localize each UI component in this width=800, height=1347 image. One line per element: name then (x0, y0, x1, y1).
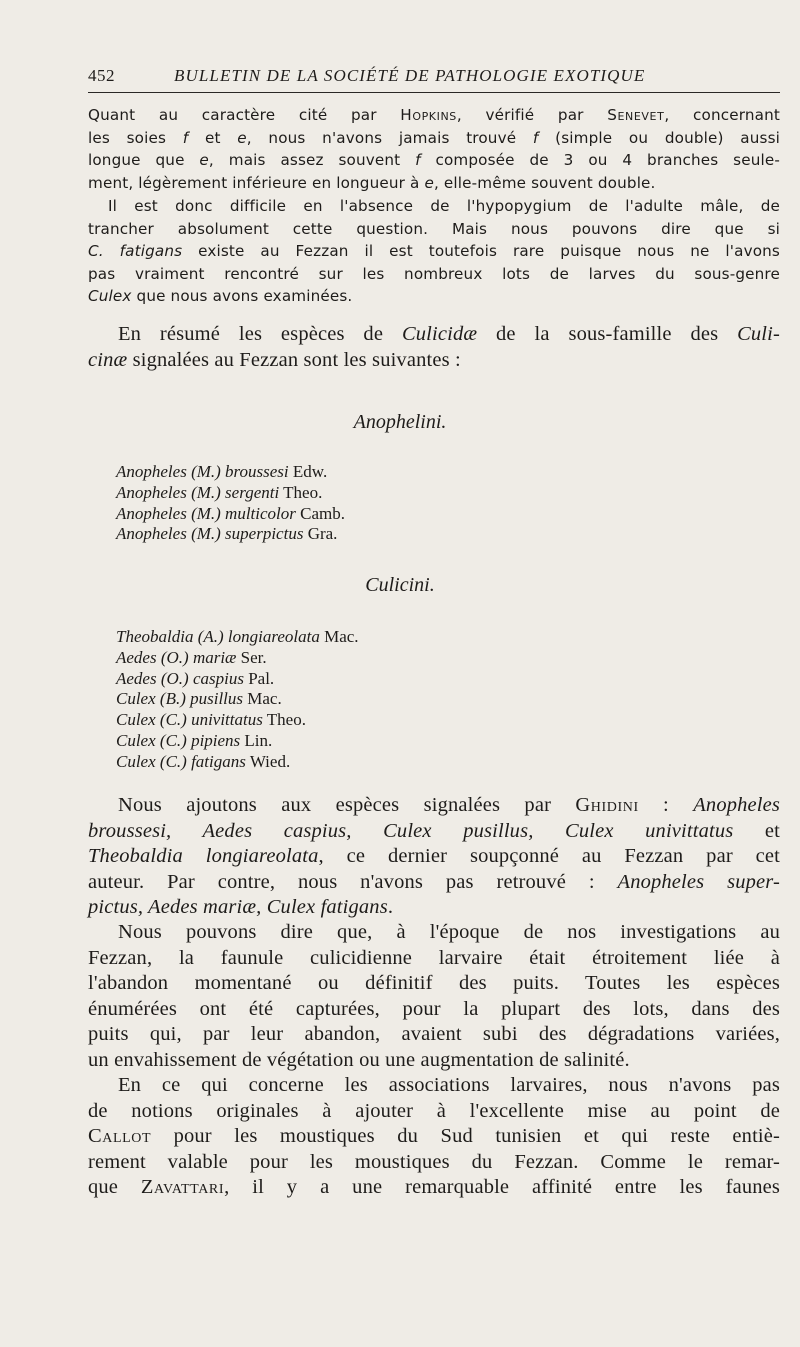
text-line: les soies f et e, nous n'avons jamais trouvé f (simple ou double) aussi (88, 128, 780, 147)
text-line: trancher absolument cette question. Mais nous pouvons dire que si (88, 219, 780, 238)
text-line: En ce qui concerne les associations larvaires, nous n'avons pas (118, 1074, 780, 1096)
text-line: l'abandon momentané ou définitif des puits. Toutes les espèces (88, 972, 780, 994)
page-header (88, 62, 780, 93)
text-line: broussesi, Aedes caspius, Culex pusillus, Culex univittatus et (88, 819, 780, 842)
page-number: 452 (88, 66, 115, 85)
section-heading-anophelini: Anophelini. (353, 411, 447, 433)
text-line: longue que e, mais assez souvent f composée de 3 ou 4 branches seule- (88, 151, 780, 170)
species-entry: Culex (C.) fatigans Wied. (116, 751, 291, 771)
species-entry: Aedes (O.) caspius Pal. (116, 668, 275, 688)
author-name: Senevet (607, 106, 665, 124)
author-name: Zavattari (140, 1176, 225, 1198)
author-name: Ghidini (575, 794, 639, 816)
text-line: Nous pouvons dire que, à l'époque de nos investigations au (118, 921, 780, 943)
author-name: Hopkins (400, 106, 457, 124)
text-line: de notions originales à ajouter à l'excellente mise au point de (88, 1099, 780, 1122)
text-line: ment, légèrement inférieure en longueur à e, elle-même souvent double. (88, 173, 656, 192)
running-title: BULLETIN DE LA SOCIÉTÉ DE PATHOLOGIE EXOTIQUE (174, 66, 646, 85)
species-entry: Aedes (O.) mariæ Ser. (116, 647, 267, 667)
species-entry: Culex (C.) univittatus Theo. (116, 710, 306, 730)
section-heading-culicini: Culicini. (365, 574, 435, 596)
text-line: cinæ signalées au Fezzan sont les suivantes : (88, 348, 461, 371)
text-line: que Zavattari, il y a une remarquable affinité entre les faunes (88, 1176, 781, 1198)
species-entry: Culex (C.) pipiens Lin. (116, 731, 273, 750)
species-entry: Anopheles (M.) multicolor Camb. (116, 503, 345, 523)
text-line: Il est donc difficile en l'absence de l'hypopygium de l'adulte mâle, de (108, 197, 780, 215)
text-line: En résumé les espèces de Culicidæ de la sous-famille des Culi- (118, 323, 780, 345)
text-line: auteur. Par contre, nous n'avons pas retrouvé : Anopheles super- (88, 870, 780, 893)
text-line: Quant au caractère cité par Hopkins, vérifié par Senevet, concernant (88, 106, 780, 124)
species-entry: Culex (B.) pusillus Mac. (116, 689, 282, 709)
text-line: un envahissement de végétation ou une augmentation de salinité. (88, 1048, 630, 1071)
text-line: Theobaldia longiareolata, ce dernier soupçonné au Fezzan par cet (88, 845, 780, 867)
text-line: Fezzan, la faunule culicidienne larvaire était étroitement liée à (88, 946, 780, 969)
text-line: puits qui, par leur abandon, avaient subi des dégradations variées, (88, 1023, 780, 1045)
text-line: C. fatigans existe au Fezzan il est toutefois rare puisque nous ne l'avons (88, 242, 780, 261)
species-entry: Anopheles (M.) sergenti Theo. (116, 482, 323, 502)
text-line: pictus, Aedes mariæ, Culex fatigans. (88, 896, 394, 918)
text-line: énumérées ont été capturées, pour la plupart des lots, dans des (88, 997, 780, 1020)
author-name: Callot (88, 1125, 152, 1147)
text-line: Nous ajoutons aux espèces signalées par Ghidini : Anopheles (118, 794, 780, 816)
species-entry: Theobaldia (A.) longiareolata Mac. (116, 627, 359, 646)
species-entry: Anopheles (M.) broussesi Edw. (116, 462, 328, 481)
text-line: rement valable pour les moustiques du Fezzan. Comme le remar- (88, 1150, 780, 1173)
text-line: Culex que nous avons examinées. (88, 287, 353, 306)
species-entry: Anopheles (M.) superpictus Gra. (116, 524, 338, 544)
text-line: Callot pour les moustiques du Sud tunisien et qui reste entiè- (88, 1125, 780, 1147)
text-line: pas vraiment rencontré sur les nombreux lots de larves du sous-genre (88, 264, 780, 283)
